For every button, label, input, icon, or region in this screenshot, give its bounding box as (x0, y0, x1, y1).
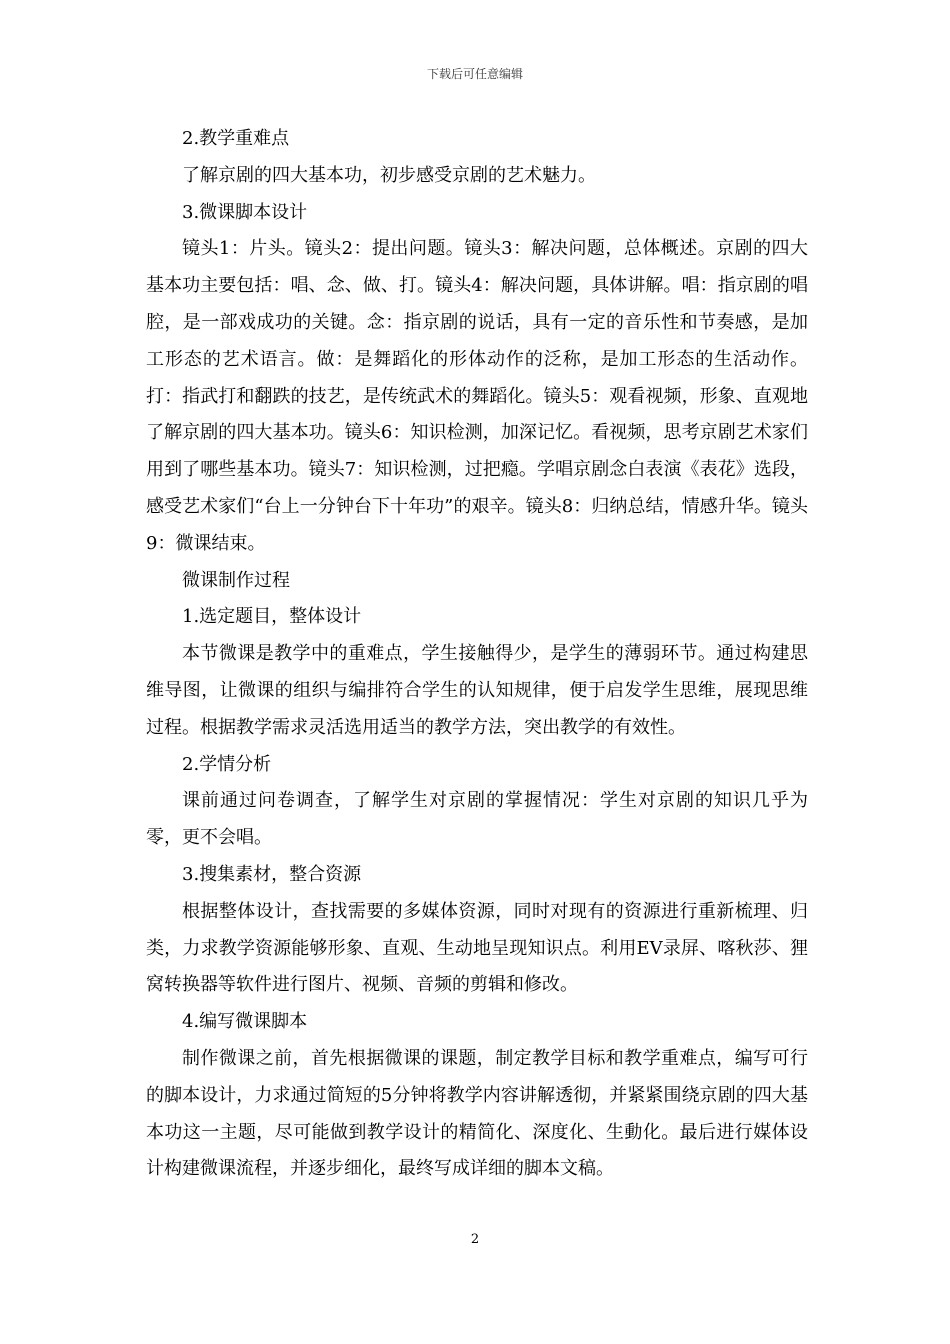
body-paragraph: 镜头1：片头。镜头2：提出问题。镜头3：解决问题，总体概述。京剧的四大基本功主要包括：唱、念、做、打。镜头4：解决问题，具体讲解。唱：指京剧的唱腔，是一部戏成功的关键。念：指京剧的说话，具有一定的音乐性和节奏感，是加工形态的艺术语言。做：是舞蹈化的形体动作的泛称，是加工形态的生活动作。打：指武打和翻跌的技艺，是传统武术的舞蹈化。镜头5：观看视频，形象、直观地了解京剧的四大基本功。镜头6：知识检测，加深记忆。看视频，思考京剧艺术家们用到了哪些基本功。镜头7：知识检测，过把瘾。学唱京剧念白表演《表花》选段，感受艺术家们“台上一分钟台下十年功”的艰辛。镜头8：归纳总结，情感升华。镜头9：微课结束。 (146, 238, 808, 554)
body-paragraph: 本节微课是教学中的重难点，学生接触得少，是学生的薄弱环节。通过构建思维导图，让微课的组织与编排符合学生的认知规律，便于启发学生思维，展现思维过程。根据教学需求灵活选用适当的教学方法，突出教学的有效性。 (146, 643, 808, 738)
document-body (146, 121, 808, 1188)
body-paragraph: 了解京剧的四大基本功，初步感受京剧的艺术魅力。 (182, 164, 596, 186)
body-paragraph: 课前通过问卷调查，了解学生对京剧的掌握情况：学生对京剧的知识几乎为零，更不会唱。 (146, 790, 808, 849)
section-heading: 2.教学重难点 (182, 128, 290, 149)
section-heading: 微课制作过程 (182, 569, 290, 591)
section-heading: 1.选定题目，整体设计 (182, 606, 362, 628)
body-paragraph: 制作微课之前，首先根据微课的课题，制定教学目标和教学重难点，编写可行的脚本设计，力求通过简短的5分钟将教学内容讲解透彻，并紧紧围绕京剧的四大基本功这一主题，尽可能做到教学设计的精简化、深度化、生動化。最后进行媒体设计构建微课流程，并逐步细化，最终写成详细的脚本文稿。 (146, 1047, 808, 1180)
section-heading: 4.编写微课脚本 (182, 1011, 308, 1033)
section-heading: 3.搜集素材，整合资源 (182, 863, 362, 885)
section-heading: 3.微课脚本设计 (182, 201, 308, 223)
page-header: 下载后可任意编辑 (426, 67, 523, 81)
body-paragraph: 根据整体设计，查找需要的多媒体资源，同时对现有的资源进行重新梳理、归类，力求教学资源能够形象、直观、生动地呈现知识点。利用EV录屏、喀秋莎、狸窝转换器等软件进行图片、视频、音频的剪辑和修改。 (146, 900, 808, 996)
section-heading: 2.学情分析 (182, 753, 272, 775)
page-number: 2 (470, 1232, 480, 1247)
